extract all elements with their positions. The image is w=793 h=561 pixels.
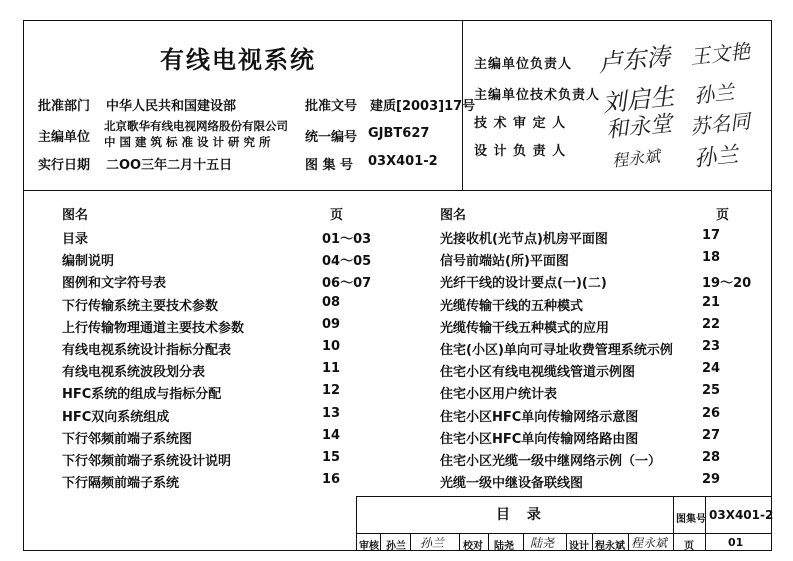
toc-row (440, 472, 772, 492)
handwritten-signature: 孙兰 (693, 142, 740, 173)
review-label: 审核 (359, 541, 379, 552)
toc-row (62, 450, 392, 470)
toc-row-title: 光接收机(光节点)机房平面图 (440, 232, 608, 247)
toc-row-title: 下行邻频前端子系统图 (62, 431, 193, 447)
toc-row (62, 250, 392, 270)
toc-row-page: 17 (702, 228, 721, 243)
toc-row-page: 04～05 (322, 254, 372, 270)
editor-line2: 中 国 建 筑 标 准 设 计 研 究 所 (104, 135, 271, 149)
responsible-label: 主编单位技术负责人 (474, 88, 601, 103)
toc-right-page-header: 页 (716, 208, 730, 223)
toc-row-page: 19～20 (702, 276, 752, 292)
toc-row-page: 08 (322, 294, 341, 310)
toc-row (62, 228, 392, 248)
sheet-name: 目 录 (496, 507, 547, 523)
toc-row-title: 住宅小区有线电视缆线管道示例图 (440, 365, 636, 381)
toc-row (62, 472, 392, 492)
review-signature: 孙兰 (420, 536, 445, 550)
responsible-label: 技 术 审 定 人 (474, 116, 567, 131)
toc-row (440, 317, 772, 337)
toc-row (440, 428, 772, 448)
toc-row-page: 29 (702, 472, 721, 488)
atlas-no: 03X401-2 (709, 508, 774, 522)
toc-row-page: 28 (702, 450, 721, 465)
toc-row-title: 下行邻频前端子系统设计说明 (62, 454, 232, 469)
approval-doc: 建质[2003]17号 (370, 99, 476, 114)
toc-row-page: 22 (702, 316, 721, 332)
toc-row-title: 信号前端站(所)平面图 (440, 254, 569, 270)
toc-row (440, 450, 772, 470)
toc-row (440, 272, 772, 292)
toc-row-page: 25 (702, 383, 721, 399)
toc-left-page-header: 页 (330, 208, 344, 223)
toc-row-page: 14 (322, 427, 341, 443)
toc-row (440, 339, 772, 359)
effective-label: 实行日期 (38, 158, 91, 173)
approval-doc-label: 批准文号 (305, 99, 358, 114)
toc-row-title: 上行传输物理通道主要技术参数 (62, 320, 245, 336)
toc-right-title-header: 图名 (440, 208, 467, 223)
design-signature: 程永斌 (631, 536, 668, 550)
check-label: 校对 (463, 541, 483, 552)
toc-row (440, 361, 772, 381)
toc-row-page: 13 (322, 405, 341, 421)
toc-row-page: 23 (702, 339, 721, 354)
atlas-no: 03X401-2 (368, 154, 438, 169)
toc-row-page: 10 (322, 339, 341, 354)
atlas-title: 有线电视系统 (160, 46, 316, 74)
toc-row-title: 住宅(小区)单向可寻址收费管理系统示例 (440, 343, 673, 358)
toc-row-page: 01～03 (322, 232, 372, 247)
toc-row-title: HFC双向系统组成 (62, 409, 170, 425)
handwritten-signature: 刘启生 (600, 82, 676, 118)
toc-row-title: 住宅小区光缆一级中继网络示例（一） (440, 454, 662, 469)
handwritten-signature: 卢东涛 (596, 42, 672, 78)
responsible-label: 设 计 负 责 人 (474, 144, 567, 159)
atlas-no-label: 图集号 (676, 514, 706, 525)
toc-row-page: 21 (702, 294, 721, 310)
approval-dept: 中华人民共和国建设部 (106, 99, 237, 114)
toc-row-title: 有线电视系统波段划分表 (62, 365, 206, 381)
toc-row-title: 下行隔频前端子系统 (62, 476, 180, 492)
check-signature: 陆尧 (530, 536, 555, 550)
review-name: 孙兰 (386, 541, 406, 552)
toc-row-page: 12 (322, 383, 341, 399)
handwritten-signature: 孙兰 (693, 79, 736, 109)
responsible-label: 主编单位负责人 (474, 57, 573, 72)
toc-row-title: 图例和文字符号表 (62, 276, 167, 292)
toc-row (62, 272, 392, 292)
toc-row (440, 406, 772, 426)
toc-row-page: 09 (322, 316, 341, 332)
toc-row (62, 406, 392, 426)
toc-row-title: 住宅小区HFC单向传输网络示意图 (440, 409, 639, 425)
design-label: 设计 (569, 541, 589, 552)
toc-row-page: 06～07 (322, 276, 372, 292)
toc-row-page: 24 (702, 361, 721, 377)
toc-row-page: 18 (702, 250, 721, 266)
toc-row (62, 295, 392, 315)
toc-row-title: 编制说明 (62, 254, 115, 270)
effective-date: 二OO三年二月十五日 (106, 158, 233, 173)
toc-left-title-header: 图名 (62, 208, 89, 223)
toc-row (62, 428, 392, 448)
toc-row (62, 361, 392, 381)
handwritten-signature: 苏名同 (689, 108, 752, 140)
page-no: 01 (728, 536, 744, 549)
page-label: 页 (684, 541, 694, 552)
toc-row-title: 光缆一级中继设备联线图 (440, 476, 584, 492)
toc-row (440, 295, 772, 315)
toc-row (62, 383, 392, 403)
toc-row-page: 27 (702, 427, 721, 443)
toc-row (62, 339, 392, 359)
handwritten-signature: 程永斌 (611, 146, 661, 171)
design-name: 程永斌 (595, 541, 625, 552)
toc-row-title: 有线电视系统设计指标分配表 (62, 343, 232, 358)
toc-row (440, 250, 772, 270)
check-name: 陆尧 (494, 541, 514, 552)
handwritten-signature: 王文艳 (689, 38, 752, 70)
editor-label: 主编单位 (38, 130, 91, 145)
toc-row-title: 住宅小区HFC单向传输网络路由图 (440, 431, 639, 447)
toc-row-page: 26 (702, 405, 721, 421)
toc-row-page: 11 (322, 361, 341, 377)
toc-row (440, 383, 772, 403)
toc-row-page: 16 (322, 472, 341, 488)
toc-row (440, 228, 772, 248)
unified-no: GJBT627 (368, 126, 430, 141)
toc-row-title: 住宅小区用户统计表 (440, 387, 558, 403)
toc-row-title: 下行传输系统主要技术参数 (62, 298, 219, 314)
toc-row-title: 光缆传输干线的五种模式 (440, 298, 584, 314)
unified-no-label: 统一编号 (305, 130, 358, 145)
toc-row-title: 目录 (62, 232, 89, 247)
toc-row (62, 317, 392, 337)
toc-row-title: 光缆传输干线五种模式的应用 (440, 320, 610, 336)
toc-row-title: 光纤干线的设计要点(一)(二) (440, 276, 607, 292)
atlas-no-label: 图 集 号 (305, 158, 354, 173)
header-divider (23, 190, 772, 191)
handwritten-signature: 和永堂 (605, 111, 674, 144)
toc-row-page: 15 (322, 450, 341, 465)
approval-dept-label: 批准部门 (38, 99, 91, 114)
editor-line1: 北京歌华有线电视网络股份有限公司 (104, 119, 288, 133)
toc-row-title: HFC系统的组成与指标分配 (62, 387, 222, 403)
